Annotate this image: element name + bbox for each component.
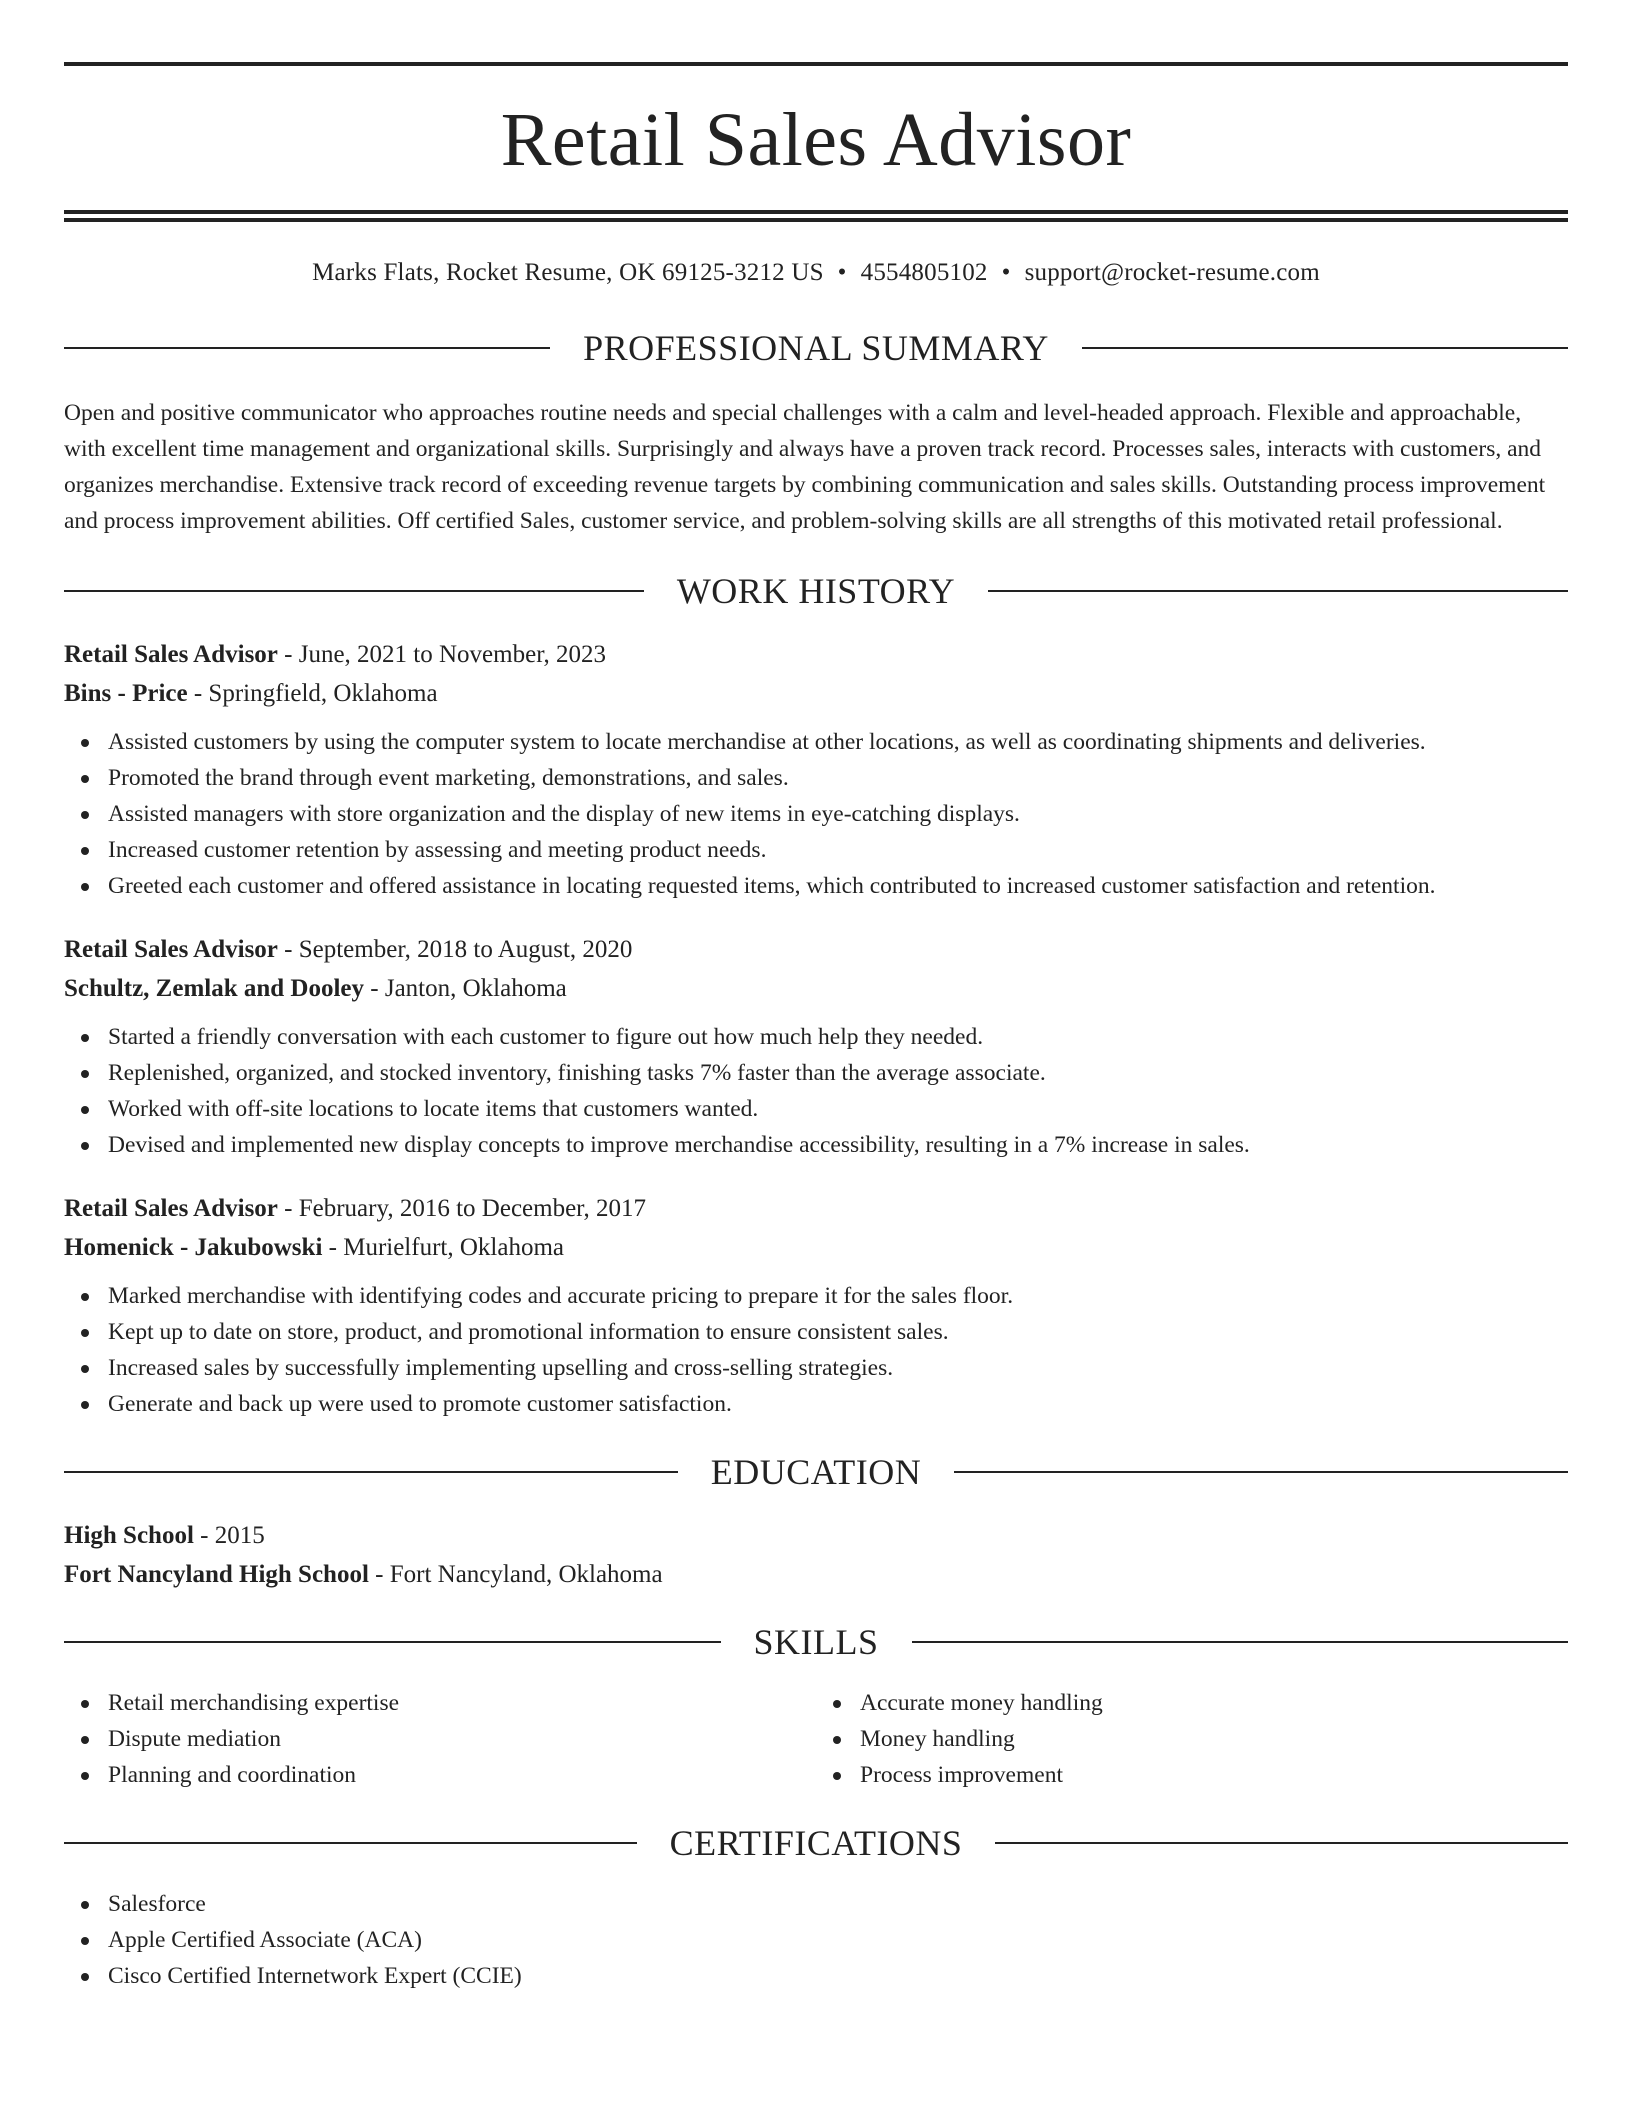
- section-heading-summary: [64, 330, 1568, 366]
- contact-separator: •: [837, 259, 847, 286]
- list-item: Planning and coordination: [108, 1757, 816, 1793]
- list-item: Increased sales by successfully implementing upselling and cross-selling strategies.: [108, 1350, 1568, 1386]
- job-duties: [64, 1278, 1568, 1422]
- heading-rule-right: [912, 1641, 1569, 1643]
- candidate-name: Retail Sales Advisor: [500, 98, 1132, 182]
- job-title-line: [64, 937, 1568, 962]
- list-item: Devised and implemented new display concepts to improve merchandise accessibility, resulting in a 7% increase in sales.: [108, 1127, 1568, 1163]
- summary-text: Open and positive communicator who approaches routine needs and special challenges with a calm and level-headed approach. Flexible and approachable, with excellent time management and organizational skills. Surprisingly and always have a proven track record. Processes sales, interacts with customers, and organizes merchandise. Extensive track record of exceeding revenue targets by combining communication and sales skills. Outstanding process improvement and process improvement abilities. Off certified Sales, customer service, and problem-solving skills are all strengths of this motivated retail professional.: [64, 400, 1546, 534]
- list-item: Marked merchandise with identifying codes and accurate pricing to prepare it for the sales floor.: [108, 1278, 1568, 1314]
- job-location: - Springfield, Oklahoma: [187, 680, 438, 707]
- list-item: Retail merchandising expertise: [108, 1685, 816, 1721]
- job-entry: [64, 937, 1568, 1163]
- contact-address: Marks Flats, Rocket Resume, OK 69125-3212 US: [312, 259, 824, 286]
- list-item: Started a friendly conversation with each customer to figure out how much help they needed.: [108, 1019, 1568, 1055]
- job-company: Schultz, Zemlak and Dooley: [64, 975, 365, 1002]
- job-company-line: [64, 976, 1568, 1001]
- list-item: Salesforce: [108, 1886, 1568, 1922]
- job-company-line: [64, 1235, 1568, 1260]
- name-double-rule: [64, 210, 1568, 222]
- education-location: - Fort Nancyland, Oklahoma: [368, 1561, 663, 1588]
- list-item: Promoted the brand through event marketing, demonstrations, and sales.: [108, 760, 1568, 796]
- section-heading-education: [64, 1454, 1568, 1490]
- list-item: Assisted managers with store organization and the display of new items in eye-catching displays.: [108, 796, 1568, 832]
- job-location: - Murielfurt, Oklahoma: [322, 1234, 564, 1261]
- job-title: Retail Sales Advisor: [64, 1195, 278, 1222]
- section-title: SKILLS: [753, 1622, 879, 1662]
- job-dates: - September, 2018 to August, 2020: [277, 936, 633, 963]
- section-title: PROFESSIONAL SUMMARY: [583, 328, 1049, 368]
- list-item: Assisted customers by using the computer system to locate merchandise at other locations, as well as coordinating shipments and deliveries.: [108, 724, 1568, 760]
- contact-phone: 4554805102: [860, 259, 988, 286]
- certifications-list: [64, 1886, 1568, 1994]
- list-item: Dispute mediation: [108, 1721, 816, 1757]
- heading-rule-left: [64, 1471, 678, 1473]
- education-school: Fort Nancyland High School: [64, 1561, 369, 1588]
- list-item: Worked with off-site locations to locate items that customers wanted.: [108, 1091, 1568, 1127]
- education-degree-line: [64, 1523, 1568, 1548]
- heading-rule-left: [64, 1842, 637, 1844]
- job-title-line: [64, 1196, 1568, 1221]
- section-heading-skills: [64, 1624, 1568, 1660]
- list-item: Accurate money handling: [860, 1685, 1568, 1721]
- list-item: Cisco Certified Internetwork Expert (CCIE): [108, 1958, 1568, 1994]
- education-entry: [64, 1523, 1568, 1587]
- section-heading-certifications: [64, 1825, 1568, 1861]
- contact-separator: •: [1001, 259, 1011, 286]
- top-rule: [64, 62, 1568, 66]
- list-item: Replenished, organized, and stocked inventory, finishing tasks 7% faster than the average associate.: [108, 1055, 1568, 1091]
- section-title: EDUCATION: [710, 1452, 922, 1492]
- heading-rule-left: [64, 347, 550, 349]
- job-title-line: [64, 642, 1568, 667]
- contact-email: support@rocket-resume.com: [1024, 259, 1320, 286]
- contact-line: [64, 260, 1568, 285]
- list-item: Process improvement: [860, 1757, 1568, 1793]
- heading-rule-left: [64, 1641, 721, 1643]
- job-title: Retail Sales Advisor: [64, 936, 278, 963]
- heading-rule-right: [988, 590, 1568, 592]
- job-duties: [64, 724, 1568, 904]
- section-title: WORK HISTORY: [676, 571, 956, 611]
- education-degree: High School: [64, 1522, 194, 1549]
- list-item: Apple Certified Associate (ACA): [108, 1922, 1568, 1958]
- job-dates: - June, 2021 to November, 2023: [277, 641, 607, 668]
- list-item: Increased customer retention by assessing and meeting product needs.: [108, 832, 1568, 868]
- section-title: CERTIFICATIONS: [669, 1823, 963, 1863]
- job-company-line: [64, 681, 1568, 706]
- skills-list-left: [64, 1685, 816, 1793]
- job-duties: [64, 1019, 1568, 1163]
- job-company: Bins - Price: [64, 680, 188, 707]
- list-item: Generate and back up were used to promote customer satisfaction.: [108, 1386, 1568, 1422]
- list-item: Money handling: [860, 1721, 1568, 1757]
- job-entry: [64, 1196, 1568, 1422]
- education-year: - 2015: [193, 1522, 265, 1549]
- heading-rule-left: [64, 590, 644, 592]
- heading-rule-right: [1082, 347, 1568, 349]
- section-heading-work-history: [64, 573, 1568, 609]
- education-school-line: [64, 1562, 1568, 1587]
- list-item: Greeted each customer and offered assistance in locating requested items, which contributed to increased customer satisfaction and retention.: [108, 868, 1568, 904]
- skills-grid: [64, 1685, 1568, 1793]
- job-entry: [64, 642, 1568, 904]
- heading-rule-right: [995, 1842, 1568, 1844]
- job-title: Retail Sales Advisor: [64, 641, 278, 668]
- heading-rule-right: [954, 1471, 1568, 1473]
- skills-list-right: [816, 1685, 1568, 1793]
- job-company: Homenick - Jakubowski: [64, 1234, 323, 1261]
- job-location: - Janton, Oklahoma: [364, 975, 567, 1002]
- job-dates: - February, 2016 to December, 2017: [277, 1195, 647, 1222]
- list-item: Kept up to date on store, product, and promotional information to ensure consistent sales.: [108, 1314, 1568, 1350]
